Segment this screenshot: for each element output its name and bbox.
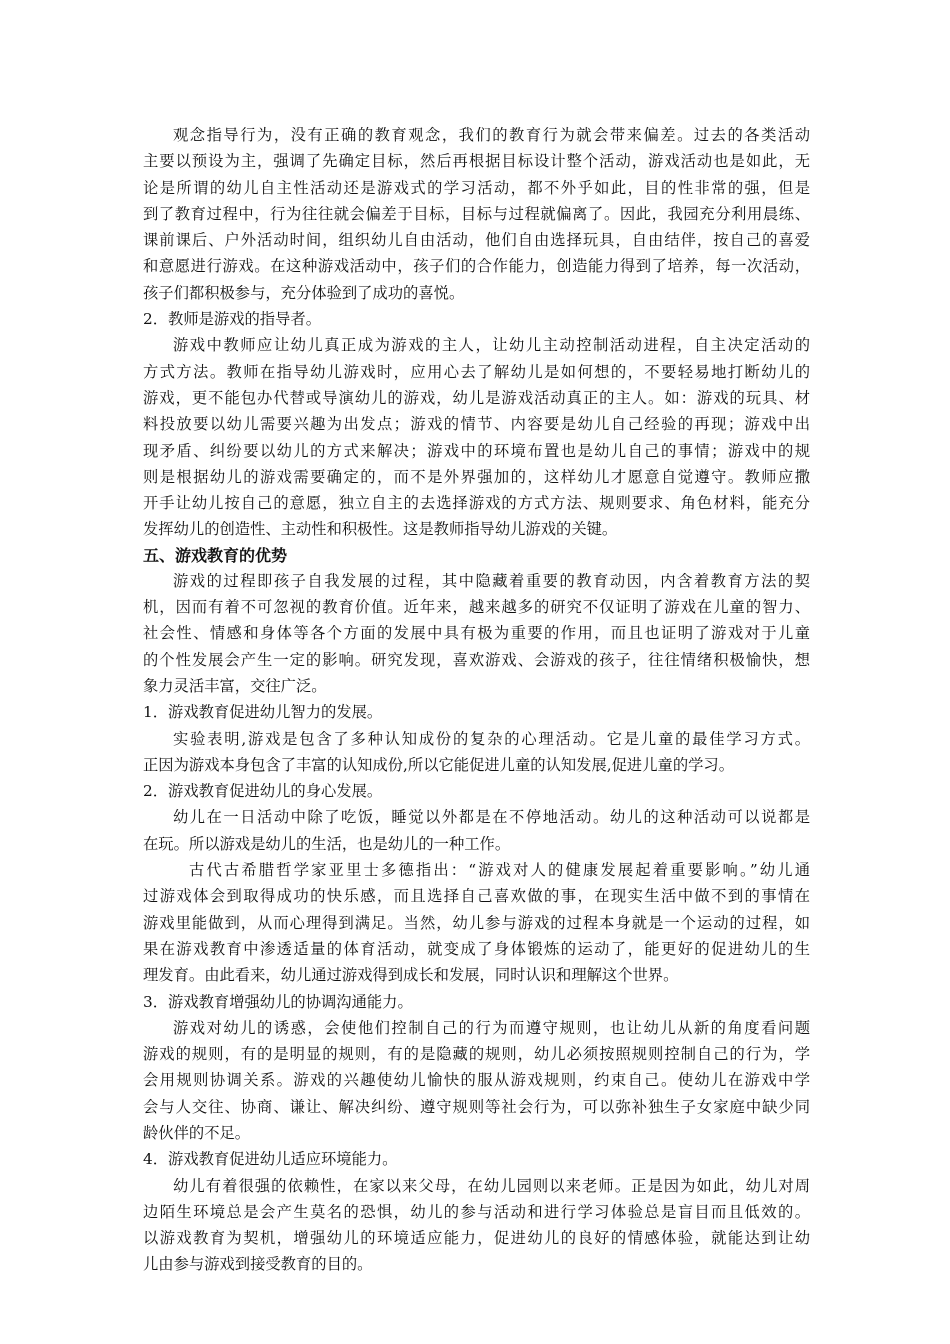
text-line: 课前课后、户外活动时间，组织幼儿自由活动，他们自由选择玩具，自由结伴，按自己的喜爱 [143,231,810,250]
paragraph [143,857,810,988]
text-line: 儿由参与游戏到接受教育的目的。 [143,1255,373,1274]
text-line: 到了教育过程中，行为往往就会偏差于目标，目标与过程就偏离了。因此，我园充分利用晨练、 [143,204,810,223]
text-line: 方式方法。教师在指导幼儿游戏时，应用心去了解幼儿是如何想的，不要轻易地打断幼儿的 [143,362,810,381]
paragraph [143,122,810,306]
text-line: 边陌生环境总是会产生莫名的恐惧，幼儿的参与活动和进行学习体验总是盲目而且低效的。 [143,1202,810,1221]
list-item-heading: 1．游戏教育促进幼儿智力的发展。 [143,703,383,722]
text-line: 社会性、情感和身体等各个方面的发展中具有极为重要的作用，而且也证明了游戏对于儿童 [143,624,810,643]
text-line: 象力灵活丰富，交往广泛。 [143,676,327,695]
paragraph [143,804,810,857]
text-line: 则是根据幼儿的游戏需要确定的，而不是外界强加的，这样幼儿才愿意自觉遵守。教师应撒 [143,467,810,486]
text-line: 正因为游戏本身包含了丰富的认知成份,所以它能促进儿童的认知发展,促进儿童的学习。 [143,755,735,774]
paragraph [143,1015,810,1146]
text-line: 游戏中教师应让幼儿真正成为游戏的主人，让幼儿主动控制活动进程，自主决定活动的 [173,336,810,355]
text-line: 过游戏体会到取得成功的快乐感，而且选择自己喜欢做的事，在现实生活中做不到的事情在 [143,887,810,906]
text-line: 古代古希腊哲学家亚里士多德指出：“游戏对人的健康发展起着重要影响。”幼儿通 [189,861,810,880]
text-line: 游戏里能做到，从而心理得到满足。当然，幼儿参与游戏的过程本身就是一个运动的过程，如 [143,913,810,932]
text-line: 发挥幼儿的创造性、主动性和积极性。这是教师指导幼儿游戏的关键。 [143,520,618,539]
text-line: 观念指导行为，没有正确的教育观念，我们的教育行为就会带来偏差。过去的各类活动 [173,126,810,144]
text-line: 游戏，更不能包办代替或导演幼儿的游戏，幼儿是游戏活动真正的主人。如：游戏的玩具、材 [143,388,810,407]
list-item-heading: 2．教师是游戏的指导者。 [143,310,321,329]
text-line: 会用规则协调关系。游戏的兴趣使幼儿愉快的服从游戏规则，约束自己。使幼儿在游戏中学 [143,1071,810,1090]
list-item-heading: 4．游戏教育促进幼儿适应环境能力。 [143,1150,398,1169]
text-line: 游戏对幼儿的诱惑，会使他们控制自己的行为而遵守规则，也让幼儿从新的角度看问题 [173,1018,810,1037]
text-line: 实验表明,游戏是包含了多种认知成份的复杂的心理活动。它是儿童的最佳学习方式。 [173,729,810,748]
text-line: 游戏的规则，有的是明显的规则，有的是隐藏的规则，幼儿必须按照规则控制自己的行为，学 [143,1045,810,1064]
text-line: 的个性发展会产生一定的影响。研究发现，喜欢游戏、会游戏的孩子，往往情绪积极愉快，想 [143,650,810,669]
text-line: 以游戏教育为契机，增强幼儿的环境适应能力，促进幼儿的良好的情感体验，就能达到让幼 [143,1229,810,1248]
text-line: 在玩。所以游戏是幼儿的生活，也是幼儿的一种工作。 [143,834,511,853]
text-line: 主要以预设为主，强调了先确定目标，然后再根据目标设计整个活动，游戏活动也是如此，无 [143,152,810,171]
section-heading: 五、游戏教育的优势 [143,545,288,565]
text-line: 幼儿在一日活动中除了吃饭，睡觉以外都是在不停地活动。幼儿的这种活动可以说都是 [173,808,810,827]
paragraph [143,726,810,779]
paragraph [143,1173,810,1278]
text-line: 论是所谓的幼儿自主性活动还是游戏式的学习活动，都不外乎如此，目的性非常的强，但是 [143,178,810,197]
paragraph [143,568,810,699]
list-item-heading: 3．游戏教育增强幼儿的协调沟通能力。 [143,992,413,1011]
text-line: 龄伙伴的不足。 [143,1123,251,1142]
text-line: 现矛盾、纠纷要以幼儿的方式来解决；游戏中的环境布置也是幼儿自己的事情；游戏中的规 [143,441,810,460]
text-line: 会与人交往、协商、谦让、解决纠纷、遵守规则等社会行为，可以弥补独生子女家庭中缺少同 [143,1097,810,1116]
list-item-heading: 2．游戏教育促进幼儿的身心发展。 [143,782,383,801]
text-line: 开手让幼儿按自己的意愿，独立自主的去选择游戏的方式方法、规则要求、角色材料，能充分 [143,494,810,513]
text-line: 料投放要以幼儿需要兴趣为出发点；游戏的情节、内容要是幼儿自己经验的再现；游戏中出 [143,415,810,434]
text-line: 游戏的过程即孩子自我发展的过程，其中隐藏着重要的教育动因，内含着教育方法的契 [173,571,810,590]
text-line: 机，因而有着不可忽视的教育价值。近年来，越来越多的研究不仅证明了游戏在儿童的智力、 [143,598,810,617]
text-line: 孩子们都积极参与，充分体验到了成功的喜悦。 [143,283,465,302]
text-line: 理发育。由此看来，幼儿通过游戏得到成长和发展，同时认识和理解这个世界。 [143,966,679,985]
text-line: 和意愿进行游戏。在这种游戏活动中，孩子们的合作能力，创造能力得到了培养，每一次活动， [143,257,810,276]
paragraph [143,332,810,542]
text-line: 幼儿有着很强的依赖性，在家以来父母，在幼儿园则以来老师。正是因为如此，幼儿对周 [173,1176,810,1195]
text-line: 果在游戏教育中渗透适量的体育活动，就变成了身体锻炼的运动了，能更好的促进幼儿的生 [143,939,810,958]
